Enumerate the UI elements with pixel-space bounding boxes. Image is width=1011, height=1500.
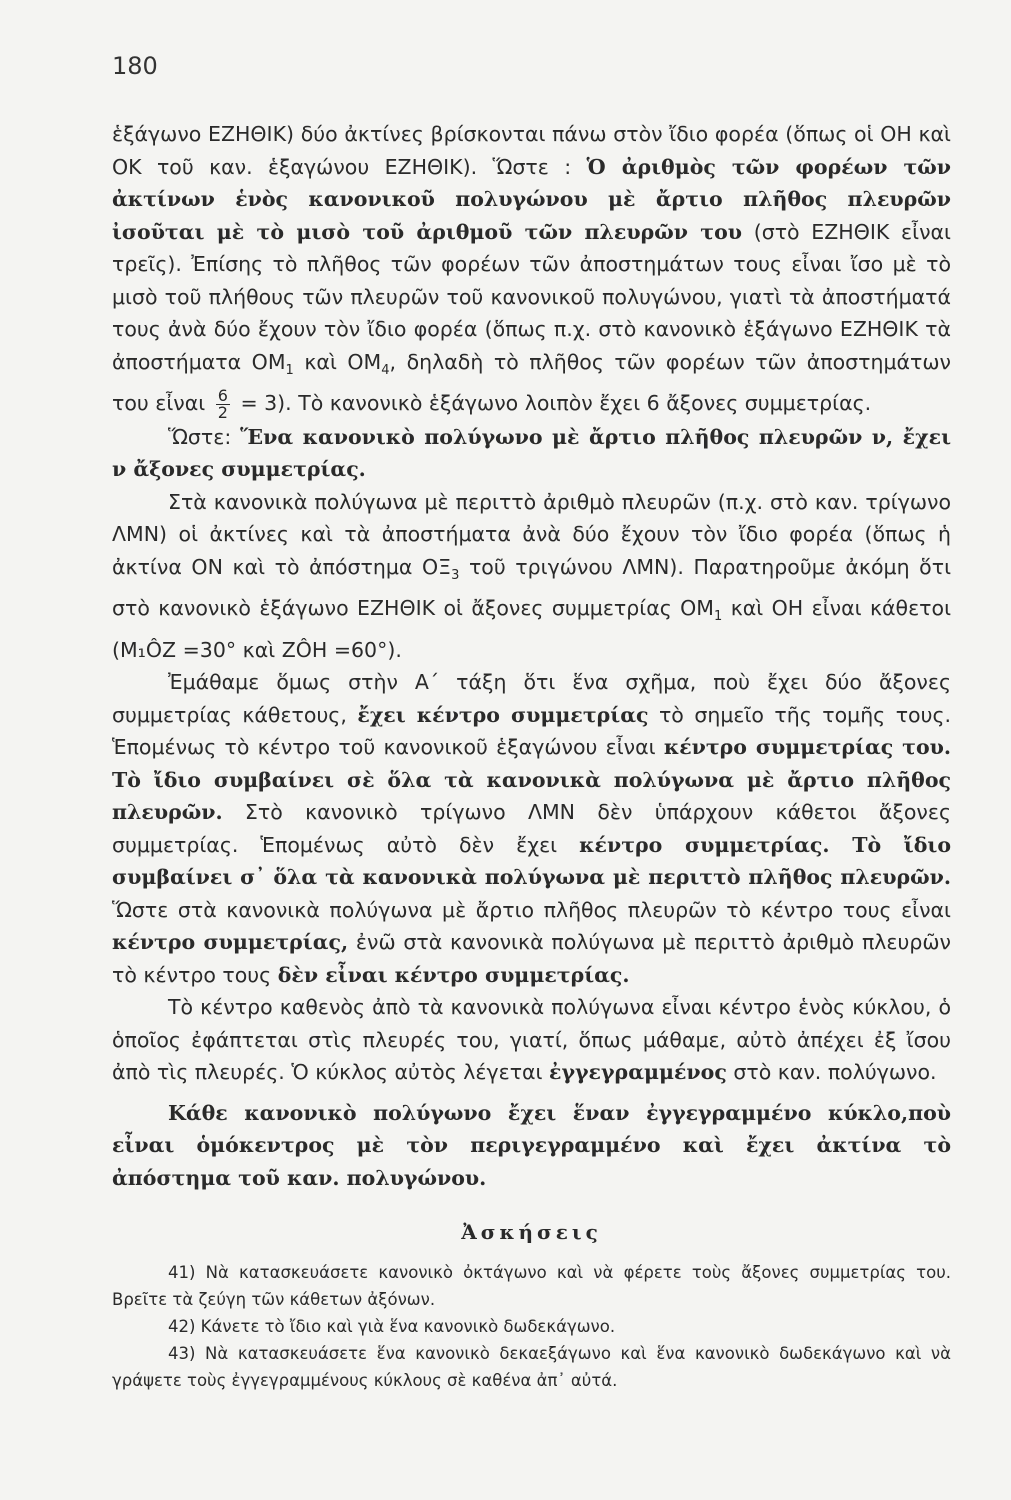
p1-sub-4: 4 — [381, 362, 390, 378]
p1-text-f: = 3). Τὸ κανονικὸ ἑξάγωνο λοιπὸν ἔχει 6 ἄξονες συμμετρίας. — [240, 391, 872, 416]
paragraph-4 — [112, 666, 951, 991]
p4-bold-f: κέντρο συμμετρίας. Τὸ ἴδιο συμβαίνει σ᾽ ὅλα τὰ κανονικὰ πολύγωνα μὲ περιττὸ πλῆθος πλευρῶν. — [112, 832, 951, 890]
p3-text-a: Στὰ κανονικὰ πολύγωνα μὲ περιττὸ ἀριθμὸ πλευρῶν (π.χ. στὸ καν. τρίγωνο ΛΜΝ) οἱ ἀκτίνες καὶ τὰ ἀποστήματα ἀνὰ δύο ἔχουν τὸν ἴδιο φορέα (ὅπως ἡ ἀκτίνα ΟΝ καὶ τὸ ἀπόστημα ΟΞ — [112, 489, 951, 579]
angle-m1oz: Μ₁ÔZ — [120, 637, 177, 662]
fraction-numerator: 6 — [217, 385, 228, 405]
exercise-41-text: 41) Νὰ κατασκευάσετε κανονικὸ ὀκτάγωνο καὶ νὰ φέρετε τοὺς ἄξονες συμμετρίας του. Βρεῖτε τὰ ζεύγη τῶν κάθετων ἀξόνων. — [112, 1262, 951, 1309]
p1-bold-statement: Ὁ ἀριθμὸς τῶν φορέων τῶν ἀκτίνων ἑνὸς κανονικοῦ πολυγώνου μὲ ἄρτιο πλῆθος πλευρῶν ἰσοῦται μὲ τὸ μισὸ τοῦ ἀριθμοῦ τῶν πλευρῶν του — [112, 154, 951, 244]
p3-sub-3: 3 — [451, 567, 460, 583]
paragraph-3 — [112, 486, 951, 667]
p4-text-e: Στὸ κανονικὸ τρίγωνο ΛΜΝ δὲν ὑπάρχουν κάθετοι ἄξονες συμμετρίας. Ἑπομένως αὐτὸ δὲν ἔχει — [112, 800, 951, 857]
exercise-43-text: 43) Νὰ κατασκευάσετε ἕνα κανονικὸ δεκαεξάγωνο καὶ ἕνα κανονικὸ δωδεκάγωνο καὶ νὰ γράψετε τοὺς ἐγγεγραμμένους κύκλους σὲ καθένα ἀπ᾽ αὐτά. — [112, 1343, 951, 1390]
page-body — [112, 118, 951, 1394]
p5-text-c: στὸ καν. πολύγωνο. — [733, 1060, 937, 1085]
p1-sub-1: 1 — [285, 362, 294, 378]
p3-sub-1: 1 — [714, 609, 723, 625]
p1-text-d: καὶ ΟΜ — [293, 349, 382, 374]
p4-bold-j: δὲν εἶναι κέντρο συμμετρίας. — [277, 962, 630, 987]
paragraph-5 — [112, 991, 951, 1089]
p3-text-d: =30° καὶ — [176, 637, 282, 662]
p1-text-e: , δηλαδὴ τὸ πλῆθος τῶν φορέων τῶν ἀποστημάτων του εἶναι — [112, 349, 951, 416]
p4-text-i: ἐνῶ στὰ κανονικὰ πολύγωνα μὲ περιττὸ ἀριθμὸ πλευρῶν τὸ κέντρο τους — [112, 930, 951, 987]
p2-text-a: Ὥστε: — [168, 424, 232, 449]
exercise-42-text: 42) Κάνετε τὸ ἴδιο καὶ γιὰ ἕνα κανονικὸ δωδεκάγωνο. — [168, 1316, 616, 1336]
exercises-title: Ἀσκήσεις — [461, 1220, 602, 1245]
paragraph-1 — [112, 118, 951, 421]
p4-text-a: Ἐμάθαμε ὅμως στὴν Α΄ τάξη ὅτι ἕνα σχῆμα, ποὺ ἔχει δύο ἄξονες συμμετρίας κάθετους, — [112, 670, 951, 727]
p5-text-a: Τὸ κέντρο καθενὸς ἀπὸ τὰ κανονικὰ πολύγωνα εἶναι κέντρο ἑνὸς κύκλου, ὁ ὁποῖος ἐφάπτεται στὶς πλευρές του, γιατί, ὅπως μάθαμε, αὐτὸ ἀπέχει ἐξ ἴσου ἀπὸ τὶς πλευρές. Ὁ κύκλος αὐτὸς λέγεται — [112, 995, 951, 1085]
angle-zoh: ZÔH — [281, 637, 328, 662]
p3-text-b: τοῦ τριγώνου ΛΜΝ). Παρατηροῦμε ἀκόμη ὅτι στὸ κανονικὸ ἑξάγωνο ΕΖΗΘΙΚ οἱ ἄξονες συμμετρίας ΟΜ — [112, 554, 951, 621]
page-number: 180 — [112, 52, 158, 80]
exercise-42 — [112, 1313, 951, 1340]
p3-text-c: καὶ ΟΗ εἶναι κάθετοι ( — [112, 596, 952, 662]
inscribed-circle-rule: Κάθε κανονικὸ πολύγωνο ἔχει ἕναν ἐγγεγραμμένο κύκλο,ποὺ εἶναι ὁμόκεντρος μὲ τὸν περιγεγραμμένο καὶ ἔχει ἀκτίνα τὸ ἀπόστημα τοῦ καν. πολυγώνου. — [112, 1100, 951, 1190]
p5-bold-b: ἐγγεγραμμένος — [549, 1060, 727, 1085]
p4-text-g: Ὥστε στὰ κανονικὰ πολύγωνα μὲ ἄρτιο πλῆθος πλευρῶν τὸ κέντρο τους εἶναι — [112, 897, 951, 922]
p4-text-c: τὸ σημεῖο τῆς τομῆς τους. Ἑπομένως τὸ κέντρο τοῦ κανονικοῦ ἑξαγώνου εἶναι — [112, 702, 951, 760]
fraction-denominator: 2 — [217, 402, 228, 422]
p2-bold-rule: Ἕνα κανονικὸ πολύγωνο μὲ ἄρτιο πλῆθος πλευρῶν ν, ἔχει ν ἄξονες συμμετρίας. — [112, 424, 951, 482]
p1-text-a: ἑξάγωνο ΕΖΗΘΙΚ) δύο ἀκτίνες βρίσκονται πάνω στὸν ἴδιο φορέα (ὅπως οἱ ΟΗ καὶ ΟΚ τοῦ καν. ἑξαγώνου ΕΖΗΘΙΚ). Ὥστε : — [112, 122, 951, 179]
exercise-43 — [112, 1340, 951, 1394]
paragraph-2 — [112, 421, 951, 486]
p4-bold-h: κέντρο συμμετρίας, — [112, 930, 349, 955]
exercise-41 — [112, 1259, 951, 1313]
p3-text-e: =60°). — [327, 637, 402, 662]
p4-bold-b: ἔχει κέντρο συμμετρίας — [357, 702, 649, 727]
fraction-six-over-two — [216, 385, 230, 422]
p4-bold-d: κέντρο συμμετρίας του. Τὸ ἴδιο συμβαίνει σὲ ὅλα τὰ κανονικὰ πολύγωνα μὲ ἄρτιο πλῆθος πλευρῶν. — [112, 735, 951, 825]
p1-text-c: (στὸ ΕΖΗΘΙΚ εἶναι τρεῖς). Ἐπίσης τὸ πλῆθος τῶν φορέων τῶν ἀποστημάτων τους εἶναι ἴσο μὲ τὸ μισὸ τοῦ πλήθους τῶν πλευρῶν τοῦ κανονικοῦ πολυγώνου, γιατὶ τὰ ἀποστήματά τους ἀνὰ δύο ἔχουν τὸν ἴδιο φορέα (ὅπως π.χ. στὸ κανονικὸ ἑξάγωνο ΕΖΗΘΙΚ τὰ ἀποστήματα ΟΜ — [112, 219, 951, 374]
